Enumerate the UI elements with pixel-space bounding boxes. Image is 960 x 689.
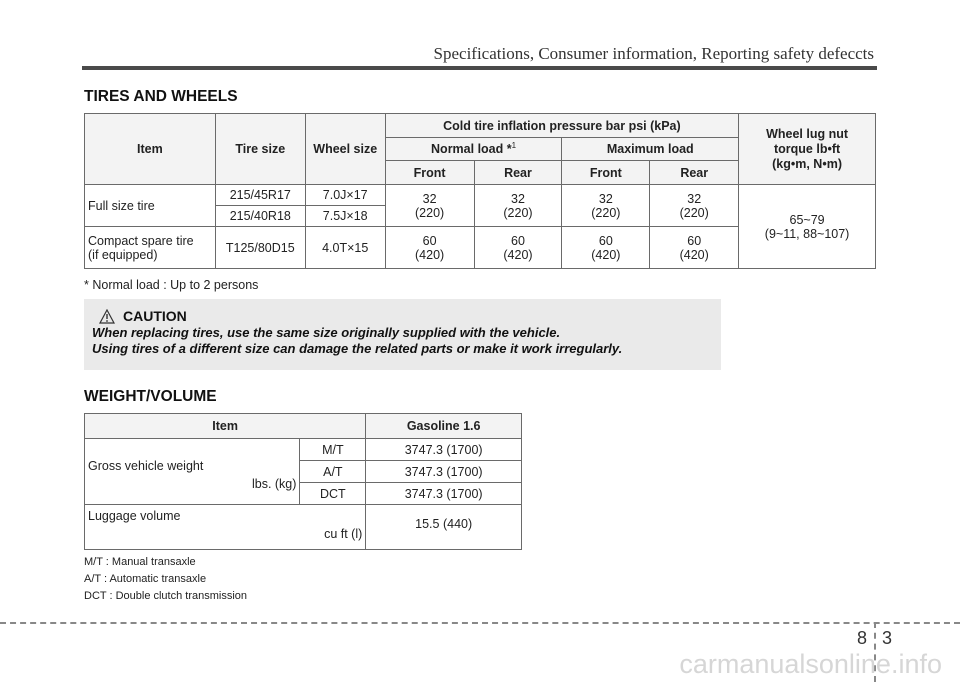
watermark-text: carmanualsonline.info — [679, 649, 942, 679]
spare-label-2: (if equipped) — [88, 247, 158, 262]
full-tire-size-1: 215/45R17 — [215, 185, 305, 206]
lug-torque-value — [739, 185, 876, 269]
value-kpa: (220) — [503, 205, 533, 220]
caution-title: CAUTION — [123, 308, 187, 324]
tires-col-rear-normal: Rear — [474, 161, 562, 185]
weight-col-item: Item — [85, 414, 366, 439]
legend-mt: M/T : Manual transaxle — [84, 556, 196, 568]
lug-header-line-1: Wheel lug nut — [766, 126, 849, 141]
luggage-volume-unit: cu ft (l) — [324, 527, 363, 541]
tires-col-maximum-load: Maximum load — [562, 138, 739, 161]
full-pressure-rear-max — [650, 185, 739, 227]
spare-tire-size: T125/80D15 — [215, 227, 305, 269]
lug-value-1: 65~79 — [789, 212, 825, 227]
tires-col-tire-size: Tire size — [215, 114, 305, 185]
value: 60 — [687, 233, 702, 248]
value: 32 — [511, 191, 525, 206]
trans-dct: DCT — [300, 483, 366, 505]
chapter-number: 8 — [857, 628, 868, 648]
tires-col-lug-torque — [739, 114, 876, 185]
weight-section-title: WEIGHT/VOLUME — [84, 388, 217, 405]
footer-rule — [0, 622, 960, 624]
full-wheel-size-1: 7.0J×17 — [305, 185, 385, 206]
value-kpa: (420) — [679, 247, 709, 262]
caution-header — [99, 308, 721, 324]
value-kpa: (220) — [415, 205, 445, 220]
full-wheel-size-2: 7.5J×18 — [305, 206, 385, 227]
gross-weight-dct: 3747.3 (1700) — [366, 483, 522, 505]
warning-triangle-icon — [99, 309, 115, 324]
value: 32 — [687, 191, 702, 206]
luggage-volume-value: 15.5 (440) — [366, 505, 522, 550]
spare-wheel-size: 4.0T×15 — [305, 227, 385, 269]
full-pressure-front-max — [562, 185, 650, 227]
luggage-volume-label: Luggage volume — [88, 509, 181, 523]
full-pressure-front-normal — [385, 185, 474, 227]
weight-table — [84, 413, 522, 550]
gross-weight-mt: 3747.3 (1700) — [366, 439, 522, 461]
tires-col-item: Item — [85, 114, 216, 185]
legend-dct: DCT : Double clutch transmission — [84, 590, 248, 602]
lug-header-line-3: (kg•m, N•m) — [772, 156, 842, 171]
tires-col-rear-max: Rear — [650, 161, 739, 185]
value-kpa: (420) — [503, 247, 533, 262]
spare-pressure-front-max — [562, 227, 650, 269]
spare-label-1: Compact spare tire — [88, 233, 194, 248]
tires-table — [84, 113, 876, 269]
caution-box — [84, 299, 721, 370]
lug-header-line-2: torque lb•ft — [773, 141, 841, 156]
gross-weight-unit: lbs. (kg) — [251, 477, 297, 491]
page-number: 3 — [882, 628, 893, 648]
spare-pressure-front-normal — [385, 227, 474, 269]
legend-at: A/T : Automatic transaxle — [84, 573, 207, 585]
header-rule — [82, 66, 877, 70]
gross-weight-cell — [85, 439, 300, 505]
tires-col-front-max: Front — [562, 161, 650, 185]
full-size-tire-label: Full size tire — [85, 185, 216, 227]
value-kpa: (420) — [415, 247, 445, 262]
gross-weight-at: 3747.3 (1700) — [366, 461, 522, 483]
trans-mt: M/T — [300, 439, 366, 461]
value: 60 — [422, 233, 437, 248]
value-kpa: (220) — [679, 205, 709, 220]
full-pressure-rear-normal — [474, 185, 562, 227]
tires-section-title: TIRES AND WHEELS — [84, 88, 238, 105]
value: 60 — [598, 233, 613, 248]
trans-at: A/T — [300, 461, 366, 483]
tires-col-cold-pressure: Cold tire inflation pressure bar psi (kPa) — [385, 114, 738, 138]
caution-line-1: When replacing tires, use the same size originally supplied with the vehicle. — [92, 325, 561, 340]
value: 32 — [422, 191, 437, 206]
normal-load-footnote: 1 — [511, 141, 517, 151]
spare-pressure-rear-max — [650, 227, 739, 269]
value-kpa: (420) — [591, 247, 621, 262]
tires-col-normal-load — [385, 138, 562, 161]
spare-tire-label — [85, 227, 216, 269]
header-title: Specifications, Consumer information, Reporting safety defeccts — [433, 44, 874, 63]
luggage-volume-cell — [85, 505, 366, 550]
value-kpa: (220) — [591, 205, 621, 220]
tires-col-wheel-size: Wheel size — [305, 114, 385, 185]
lug-value-2: (9~11, 88~107) — [764, 226, 850, 241]
value: 32 — [598, 191, 613, 206]
value: 60 — [511, 233, 525, 248]
caution-line-2: Using tires of a different size can damage the related parts or make it work irregularly. — [92, 341, 623, 356]
normal-load-text: Normal load * — [431, 142, 512, 157]
weight-col-gasoline: Gasoline 1.6 — [366, 414, 522, 439]
normal-load-note: * Normal load : Up to 2 persons — [84, 278, 259, 292]
full-tire-size-2: 215/40R18 — [215, 206, 305, 227]
spare-pressure-rear-normal — [474, 227, 562, 269]
tires-col-front-normal: Front — [385, 161, 474, 185]
gross-weight-label: Gross vehicle weight — [88, 459, 204, 473]
